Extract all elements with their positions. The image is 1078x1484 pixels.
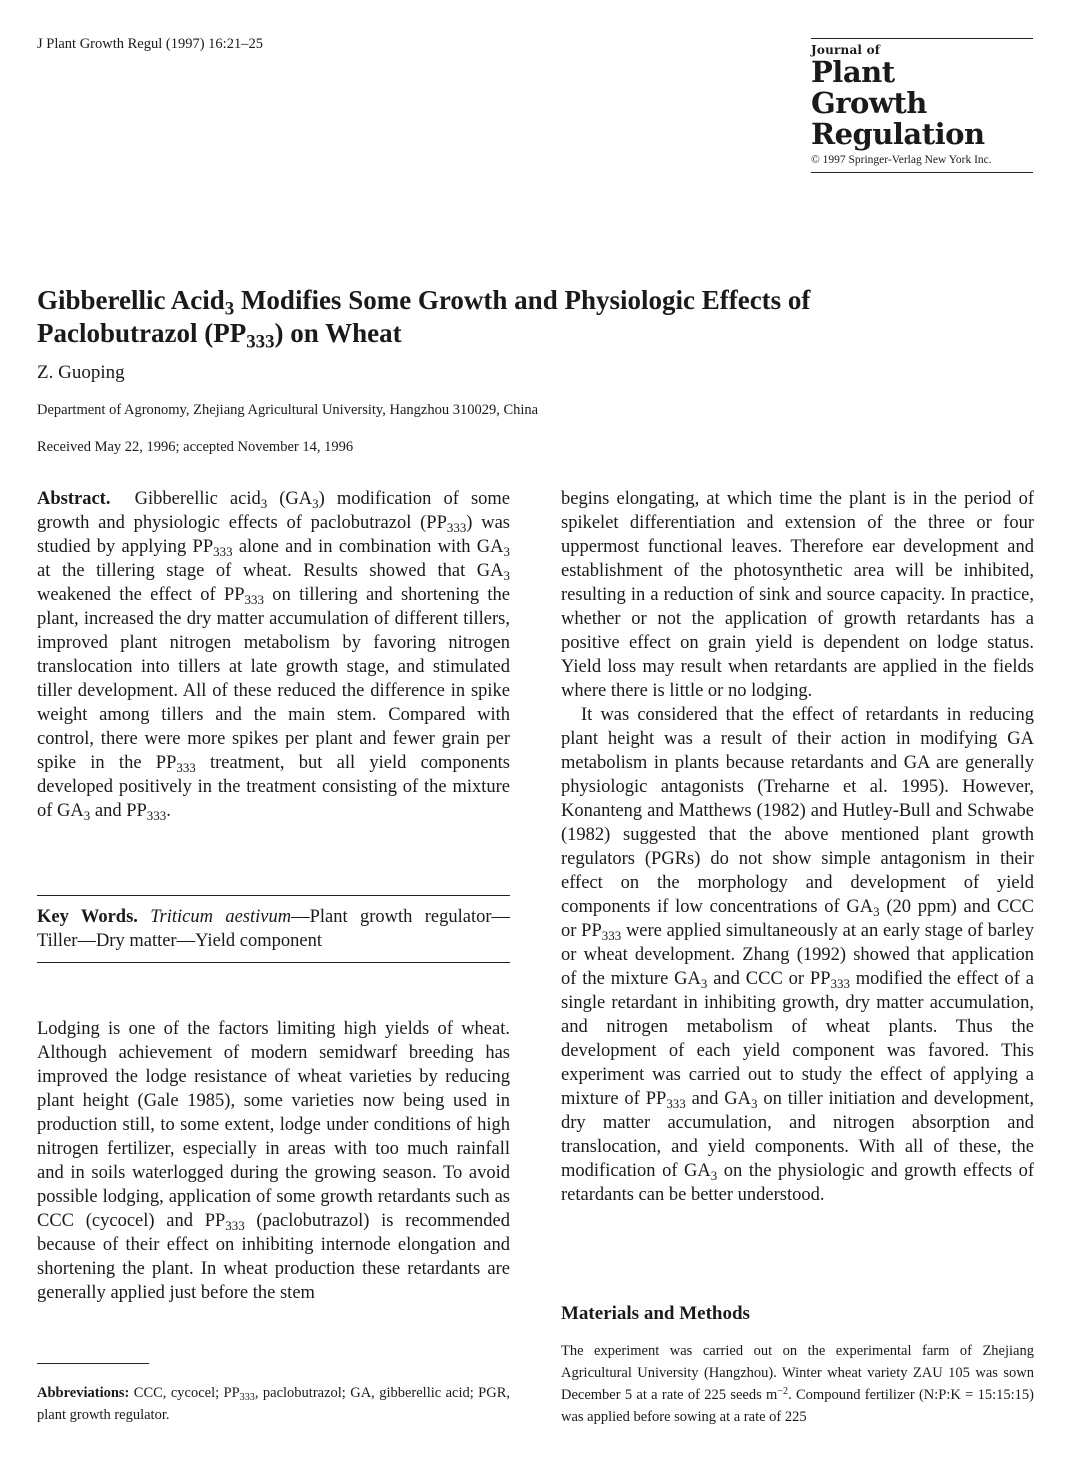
journal-logo-line3: Regulation [811, 117, 985, 151]
abbreviations-footnote: Abbreviations: CCC, cycocel; $PP_{333}$, paclobutrazol; GA, gibberellic acid; PGR, plant growth regulator. [37, 1385, 511, 1423]
journal-copyright: © 1997 Springer-Verlag New York Inc. [811, 154, 992, 166]
section-heading-methods: Materials and Methods [561, 1303, 750, 1324]
journal-logo [811, 38, 1033, 173]
received-dates: Received May 22, 1996; accepted November 14, 1996 [37, 439, 354, 455]
article-author: Z. Guoping [37, 362, 125, 383]
journal-logo-prefix: Journal of [811, 43, 881, 57]
journal-logo-line1: Plant [811, 55, 895, 89]
abstract: Abstract. Gibberellic acid$_3$ $(GA_3)$ modification of some growth and physiologic effects of paclobutrazol $(PP_{333})$ was studied by applying $PP_{333}$ alone and in combination with $GA_3$ at the tillering stage of wheat. Results showed that $GA_3$ weakened the effect of $PP_{333}$ on tillering and shortening the plant, increased the dry matter accumulation of different tillers, improved plant nitrogen metabolism by favoring nitrogen translocation into tillers at late growth stage, and stimulated tiller development. All of these reduced the difference in spike weight among tillers and the main stem. Compared with control, there were more spikes per plant and fewer grain per spike in the $PP_{333}$ treatment, but all yield components developed positively in the treatment consisting of the mixture of $GA_3$ and $PP_{333}$. [37, 489, 511, 823]
journal-logo-line2: Growth [811, 86, 927, 120]
methods-paragraph: The experiment was carried out on the experimental farm of Zhejiang Agricultural University (Hangzhou). Winter wheat variety ZAU 105 was sown December 5 at a rate of 225 seeds $m^{-2}$. Compound fertilizer (N:P:K = 15:15:15) was applied before sowing at a rate of 225 [561, 1343, 1034, 1425]
author-affiliation: Department of Agronomy, Zhejiang Agricultural University, Hangzhou 310029, China [37, 402, 539, 418]
journal-citation: J Plant Growth Regul (1997) 16:21–25 [37, 36, 263, 52]
article-title: Gibberellic Acid$_3$ Modifies Some Growth and Physiologic Effects of Paclobutrazol $(PP_{333})$ on Wheat [37, 285, 811, 353]
footnote-rule [37, 1363, 149, 1364]
keywords: Key Words. Triticum aestivum—Plant growth regulator—Tiller—Dry matter—Yield component [37, 895, 510, 963]
introduction-paragraph: Lodging is one of the factors limiting high yields of wheat. Although achievement of modern semidwarf breeding has improved the lodge resistance of wheat varieties by reducing plant height (Gale 1985), some varieties now being used in production still, to some extent, lodge under conditions of high nitrogen fertilizer, especially in areas with too much rainfall and in soils waterlogged during the growing season. To avoid possible lodging, application of some growth retardants such as CCC (cycocel) and $PP_{333}$ (paclobutrazol) is recommended because of their effect on inhibiting internode elongation and shortening the plant. In wheat production these retardants are generally applied just before the stem [37, 1019, 510, 1303]
introduction-continued: begins elongating, at which time the plant is in the period of spikelet differentiation and extension of the three or four uppermost functional leaves. Therefore ear development and establishment of the photosynthetic area will be inhibited, resulting in a reduction of sink and source capacity. In practice, whether or not the application of growth retardants has a positive effect on grain yield is dependent on lodge status. Yield loss may result when retardants are applied in the fields where there is little or no lodging. It was considered that the effect of retardants in reducing plant height was a result of their action in modifying GA metabolism in plants because retardants and GA are generally physiologic antagonists (Treharne et al. 1995). However, Konanteng and Matthews (1982) and Hutley-Bull and Schwabe (1982) suggested that the above mentioned plant growth regulators (PGRs) do not show simple antagonism in their effect on the morphology and development of yield components if low concentrations of $GA_3$ (20 ppm) and CCC or $PP_{333}$ were applied simultaneously at an early stage of barley or wheat development. Zhang (1992) showed that application of the mixture $GA_3$ and CCC or $PP_{333}$ modified the effect of a single retardant in inhibiting growth, dry matter accumulation, and nitrogen metabolism of wheat plants. Thus the development of each yield component was favored. This experiment was carried out to study the effect of applying a mixture of $PP_{333}$ and $GA_3$ on tiller initiation and development, dry matter accumulation, and nitrogen absorption and translocation, and yield components. With all of these, the modification of $GA_3$ on the physiologic and growth effects of retardants can be better understood. [561, 489, 1035, 1205]
